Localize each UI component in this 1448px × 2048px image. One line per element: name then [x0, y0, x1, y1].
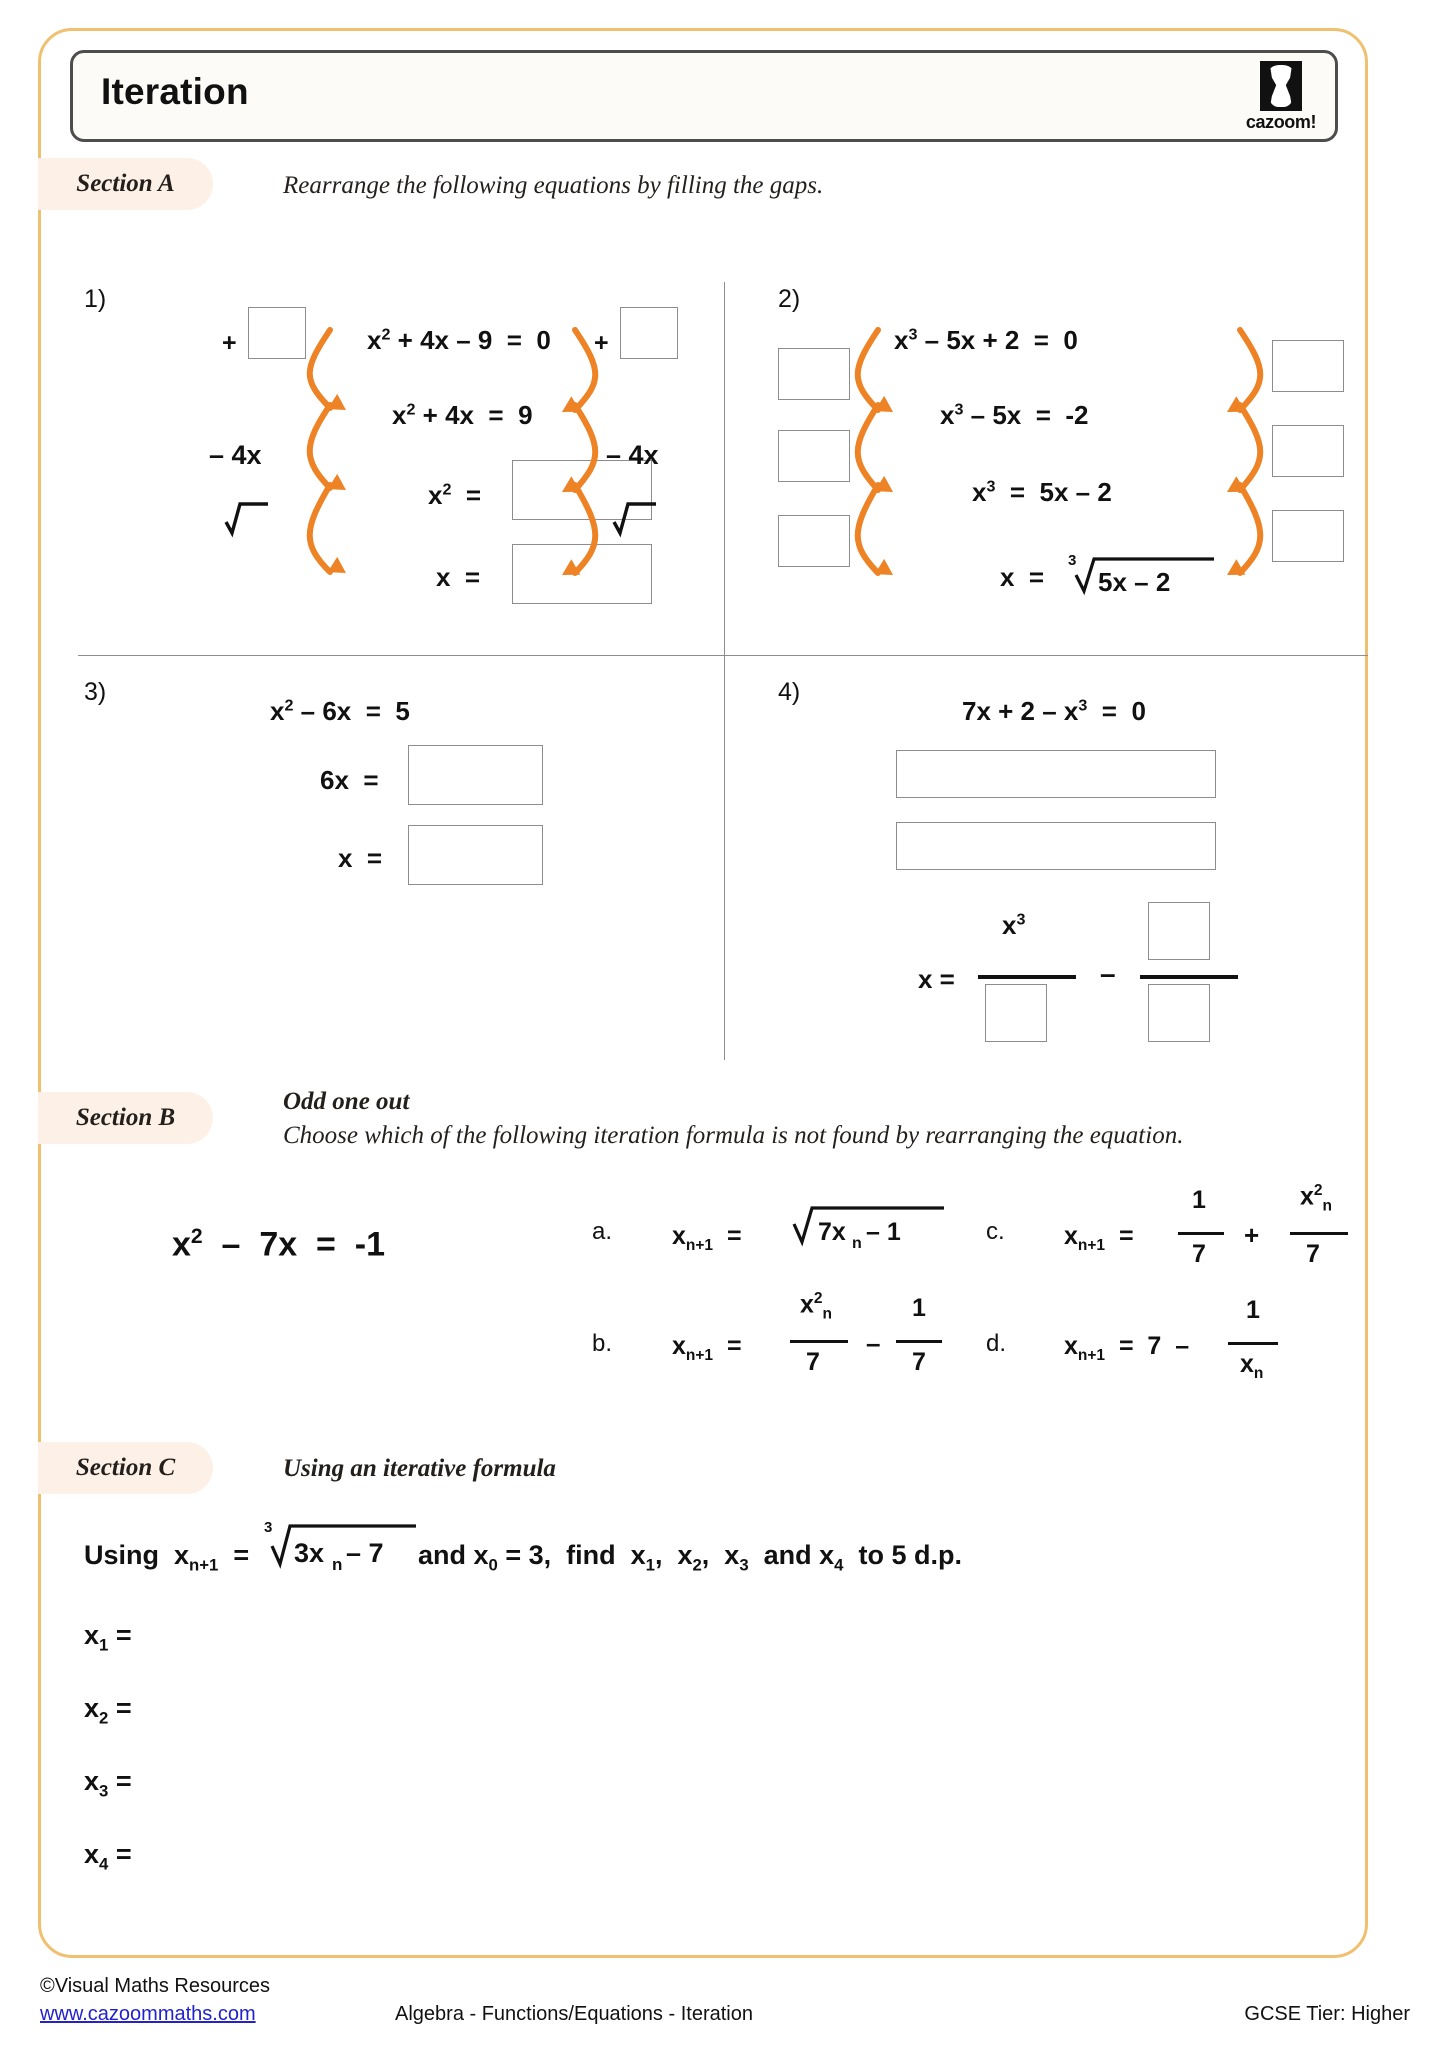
- option-b-frac2-den: 7: [912, 1348, 926, 1376]
- option-d-key: d.: [986, 1330, 1007, 1357]
- q4-fraction1-numerator: $x^3$: [1002, 910, 1026, 940]
- option-c-key: c.: [986, 1218, 1005, 1245]
- option-c-frac1-num: 1: [1192, 1186, 1206, 1214]
- option-b-minus: –: [866, 1328, 881, 1358]
- q4-fraction2-numerator-box[interactable]: [1148, 902, 1210, 960]
- section-c-title: Using an iterative formula: [283, 1455, 556, 1482]
- svg-text:5x – 2: 5x – 2: [1098, 567, 1171, 597]
- svg-text:– 1: – 1: [866, 1218, 901, 1246]
- q2-number: 2): [778, 285, 801, 313]
- q2-equation-line-1: $x^3 - 5x + 2 = 0$: [894, 325, 1078, 355]
- q1-right-op-sqrt-icon: [612, 500, 658, 540]
- q4-fraction2-bar: [1140, 975, 1238, 979]
- q3-equation-line-1: $x^2 - 6x = 5$: [270, 696, 410, 726]
- column-divider-top: [724, 282, 725, 662]
- section-b-description: Choose which of the following iteration formula is not found by rearranging the equation.: [283, 1122, 1184, 1149]
- footer-topic: Algebra - Functions/Equations - Iteration: [395, 2003, 753, 2025]
- q1-right-op-plus: +: [594, 329, 609, 357]
- section-b-label: Section B: [75, 1104, 176, 1131]
- q1-right-blank-1[interactable]: [620, 307, 678, 359]
- section-c-label: Section C: [75, 1454, 176, 1481]
- q2-right-blank-2[interactable]: [1272, 425, 1344, 477]
- section-c-prompt-rest: and $x_0 = 3$, find $x_1$, $x_2$, $x_3$ and $x_4$ to 5 d.p.: [418, 1540, 962, 1575]
- section-c-cube-root-icon: [262, 1512, 422, 1574]
- svg-text:3: 3: [1068, 552, 1077, 569]
- option-a-key: a.: [592, 1218, 613, 1245]
- option-b-frac1-num: $x^2_n$: [800, 1290, 832, 1323]
- q2-left-blank-3[interactable]: [778, 515, 850, 567]
- q1-equation-line-3: $x^2$ =: [428, 480, 482, 510]
- q3-number: 3): [84, 678, 107, 706]
- section-c-answer-row-2[interactable]: $x_2$ =: [84, 1693, 132, 1728]
- section-c-pill: [38, 1442, 213, 1494]
- q1-left-op-minus4x: – 4x: [209, 440, 262, 470]
- svg-text:n: n: [332, 1555, 343, 1574]
- option-b-frac1-den: 7: [806, 1348, 820, 1376]
- option-b-key: b.: [592, 1330, 613, 1357]
- q2-equation-line-4-lhs: x =: [1000, 562, 1045, 592]
- cube-root-icon: [1068, 545, 1216, 597]
- option-c-plus: +: [1244, 1220, 1260, 1250]
- option-c-lhs: $x_{n+1}$ =: [1064, 1222, 1134, 1254]
- option-d-frac-num: 1: [1246, 1296, 1260, 1324]
- q3-answer-box-2[interactable]: [408, 825, 543, 885]
- q1-equation-line-1: $x^2 + 4x - 9 = 0$: [367, 325, 551, 355]
- option-d-frac-den: $x_n$: [1240, 1350, 1264, 1382]
- q1-equation-line-2: $x^2 + 4x = 9$: [392, 400, 533, 430]
- q2-right-blank-3[interactable]: [1272, 510, 1344, 562]
- svg-text:3: 3: [264, 1519, 273, 1536]
- q1-left-op-plus: +: [222, 329, 237, 357]
- q2-right-blank-1[interactable]: [1272, 340, 1344, 392]
- q2-left-blank-1[interactable]: [778, 348, 850, 400]
- section-c-prompt-using: Using $x_{n+1}$ =: [84, 1540, 250, 1575]
- option-c-frac2-bar: [1290, 1232, 1348, 1235]
- option-a-lhs: $x_{n+1}$ =: [672, 1222, 742, 1254]
- cazoom-hourglass-icon: [1260, 61, 1302, 111]
- q4-fraction1-bar: [978, 975, 1076, 979]
- q2-equation-line-2: $x^3 - 5x = -2$: [940, 400, 1089, 430]
- option-c-frac1-bar: [1178, 1232, 1224, 1235]
- q3-equation-line-2: 6x =: [320, 765, 379, 795]
- option-d-frac-bar: [1228, 1342, 1278, 1345]
- cazoom-logo-word: cazoom!: [1245, 112, 1317, 132]
- section-a-label: Section A: [76, 170, 175, 197]
- column-divider-bottom: [724, 660, 725, 1060]
- option-d-lhs: $x_{n+1} = 7$ –: [1064, 1332, 1190, 1364]
- option-b-frac2-num: 1: [912, 1294, 926, 1322]
- section-c-answer-row-3[interactable]: $x_3$ =: [84, 1766, 132, 1801]
- q3-equation-line-3: x =: [338, 843, 383, 873]
- q1-left-blank-1[interactable]: [248, 307, 306, 359]
- q3-answer-box-1[interactable]: [408, 745, 543, 805]
- q4-fraction2-denominator-box[interactable]: [1148, 984, 1210, 1042]
- row-divider: [78, 655, 1368, 656]
- q1-equation-line-4: x =: [436, 562, 481, 592]
- option-a-sqrt-expression: [792, 1198, 952, 1250]
- q4-fraction1-denominator-box[interactable]: [985, 984, 1047, 1042]
- q4-answer-box-2[interactable]: [896, 822, 1216, 870]
- footer-website-link[interactable]: www.cazoommaths.com: [40, 2003, 256, 2025]
- q2-equation-line-3: $x^3 = 5x - 2$: [972, 477, 1112, 507]
- section-b-equation: $x^2 - 7x = -1$: [172, 1225, 386, 1264]
- worksheet-title-bar: [70, 50, 1338, 142]
- option-c-frac2-num: $x^2_n$: [1300, 1182, 1332, 1215]
- q4-final-lhs: x =: [918, 964, 955, 994]
- q1-left-op-sqrt-icon: [224, 500, 270, 540]
- svg-text:– 7: – 7: [346, 1538, 384, 1568]
- option-c-frac2-den: 7: [1306, 1240, 1320, 1268]
- q2-cube-root: [1068, 545, 1216, 602]
- option-b-frac2-bar: [896, 1340, 942, 1343]
- option-b-lhs: $x_{n+1}$ =: [672, 1332, 742, 1364]
- q2-left-blank-2[interactable]: [778, 430, 850, 482]
- section-c-answer-row-1[interactable]: $x_1$ =: [84, 1620, 132, 1655]
- option-c-frac1-den: 7: [1192, 1240, 1206, 1268]
- footer-copyright: ©Visual Maths Resources: [40, 1975, 271, 1997]
- q1-answer-box-2[interactable]: [512, 544, 652, 604]
- q4-answer-box-1[interactable]: [896, 750, 1216, 798]
- footer-tier: GCSE Tier: Higher: [1244, 2003, 1410, 2025]
- cazoom-logo: [1243, 61, 1319, 139]
- q4-minus-sign: –: [1100, 958, 1116, 989]
- page-title: Iteration: [101, 71, 249, 112]
- q1-number: 1): [84, 285, 107, 313]
- q1-right-op-minus4x: – 4x: [606, 440, 659, 470]
- svg-text:7x: 7x: [818, 1218, 846, 1246]
- q4-number: 4): [778, 678, 801, 706]
- section-a-description: Rearrange the following equations by filling the gaps.: [283, 172, 824, 199]
- section-b-title: Odd one out: [283, 1088, 410, 1115]
- section-a-pill: [38, 158, 213, 210]
- section-b-pill: [38, 1092, 213, 1144]
- option-b-frac1-bar: [790, 1340, 848, 1343]
- q4-equation: $7x + 2 - x^3 = 0$: [962, 696, 1146, 726]
- svg-text:n: n: [852, 1235, 862, 1250]
- svg-text:3x: 3x: [294, 1538, 325, 1568]
- section-c-answer-row-4[interactable]: $x_4$ =: [84, 1839, 132, 1874]
